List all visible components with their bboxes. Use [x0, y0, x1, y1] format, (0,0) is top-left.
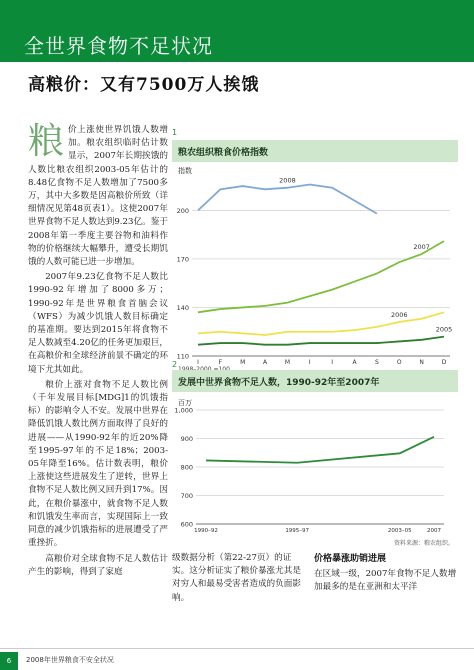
y-tick-label: 140	[176, 303, 189, 312]
paragraph-2: 2007年9.23亿食物不足人数比1990-92年增加了8000多万；1990-92年是世界粮食首脑会议（WFS）为减少饥饿人数目标确定的基准期。要达到2015年将食物不足人数减至4.20亿的任务更加艰巨，在高粮价和全球经济前景不确定的环境下尤其如此。	[28, 272, 168, 375]
figure-2-title: 发展中世界食物不足人数，1990-92年至2007年	[178, 378, 380, 388]
body-column-far: 在区域一级，2007年食物不足人数增加最多的是在亚洲和太平洋	[314, 569, 457, 593]
figure-1	[172, 128, 458, 378]
y-tick-label: 800	[180, 463, 193, 472]
figure-2-unit: 百万	[178, 399, 192, 407]
y-tick-label: 110	[176, 352, 189, 361]
x-tick-label: M	[284, 359, 291, 364]
y-tick-label: 200	[176, 206, 189, 215]
paragraph-4: 高粮价对全球食物不足人数估计产生的影响，得到了家庭	[28, 553, 168, 577]
body-column-left	[28, 121, 168, 581]
x-tick-label: S	[375, 359, 379, 364]
x-tick-label: A	[263, 359, 268, 364]
x-tick-label: 1990–92	[194, 528, 218, 534]
x-tick-label: D	[441, 359, 447, 364]
x-tick-label: J	[331, 359, 334, 364]
subhead-price-surge: 价格暴涨助销进展	[314, 554, 387, 564]
series-line	[206, 437, 434, 463]
series-label-2006: 2006	[390, 311, 408, 320]
x-tick-label: N	[419, 359, 424, 364]
paragraph-1	[28, 121, 168, 269]
x-tick-label: J	[308, 359, 311, 364]
figure-1-unit: 指数	[178, 167, 192, 175]
figure-2-header	[172, 370, 458, 392]
body-column-mid: 级数据分析（第22-27页）的证实。这分析证实了粮价暴涨尤其是对穷人和最易受害者造成的负面影响。	[172, 553, 301, 603]
page-number: 6	[0, 652, 18, 670]
footer	[0, 648, 474, 670]
figure-2	[172, 360, 458, 550]
series-label-2008: 2008	[279, 176, 296, 185]
figure-1-number: 1	[172, 128, 178, 137]
y-tick-label: 1,000	[174, 406, 193, 415]
x-tick-label: O	[396, 359, 402, 364]
footer-text: 2008年世界粮食不安全状况	[26, 656, 114, 664]
series-line-2008	[198, 184, 377, 213]
paragraph-3: 粮价上涨对食物不足人数比例（千年发展目标[MDG]1的饥饿指标）的影响令人不安。发展中世界在降低饥饿人数比例方面取得了良好的进展——从1990-92年的近20%降至1995-97年的不足18%；2003-05年降至16%。估计数表明，粮价上涨使这些进展发生了逆转，世界上食物不足人数比例又回升到17%。因此，在粮价暴涨中，就食物不足人数和饥饿发生率而言，实现国际上一致同意的减少饥饿指标的进展遭受了严重挫折。	[28, 379, 168, 549]
series-label-2005: 2005	[435, 325, 453, 334]
figure-1-header	[172, 140, 458, 162]
page-header-title: 全世界食物不足状况	[24, 34, 213, 58]
figure-2-number: 2	[172, 360, 178, 369]
x-tick-label: F	[218, 359, 223, 364]
section-title: 高粮价：又有7500万人挨饿	[28, 75, 260, 95]
figure-1-title: 粮农组织粮食价格指数	[178, 148, 269, 158]
header-band	[0, 0, 474, 62]
dropcap: 粮	[28, 121, 65, 162]
y-tick-label: 170	[176, 255, 189, 264]
series-line-2007	[198, 241, 444, 312]
x-tick-label: 2007	[427, 528, 441, 534]
paragraph-1-text: 价上涨使世界饥饿人数增加。粮农组织临时估计数显示，2007年长期挨饿的人数比粮农组织2003-05年估计的8.48亿食物不足人数增加了7500多万，其中大多数是因高粮价所致（详细情况见第48页表1）。这使2007年世界食物不足人数达到9.23亿。鉴于2008年第一季度主要谷物和油料作物的价格继续大幅攀升，遭受长期饥饿的人数可能已进一步增加。	[28, 125, 168, 268]
figure-1-chart	[172, 174, 458, 364]
x-tick-label: 1995–97	[285, 528, 310, 534]
x-tick-label: 2003–05	[387, 528, 412, 534]
y-tick-label: 700	[180, 492, 193, 500]
y-tick-label: 600	[180, 520, 193, 529]
series-line-2005	[198, 337, 444, 345]
x-tick-label: M	[240, 359, 246, 364]
x-tick-label: J	[197, 359, 199, 364]
series-label-2007: 2007	[413, 243, 430, 252]
x-tick-label: A	[352, 359, 357, 364]
figure-2-source: 资料来源：粮农组织。	[393, 540, 454, 547]
y-tick-label: 900	[180, 435, 193, 443]
figure-2-chart	[172, 406, 458, 538]
